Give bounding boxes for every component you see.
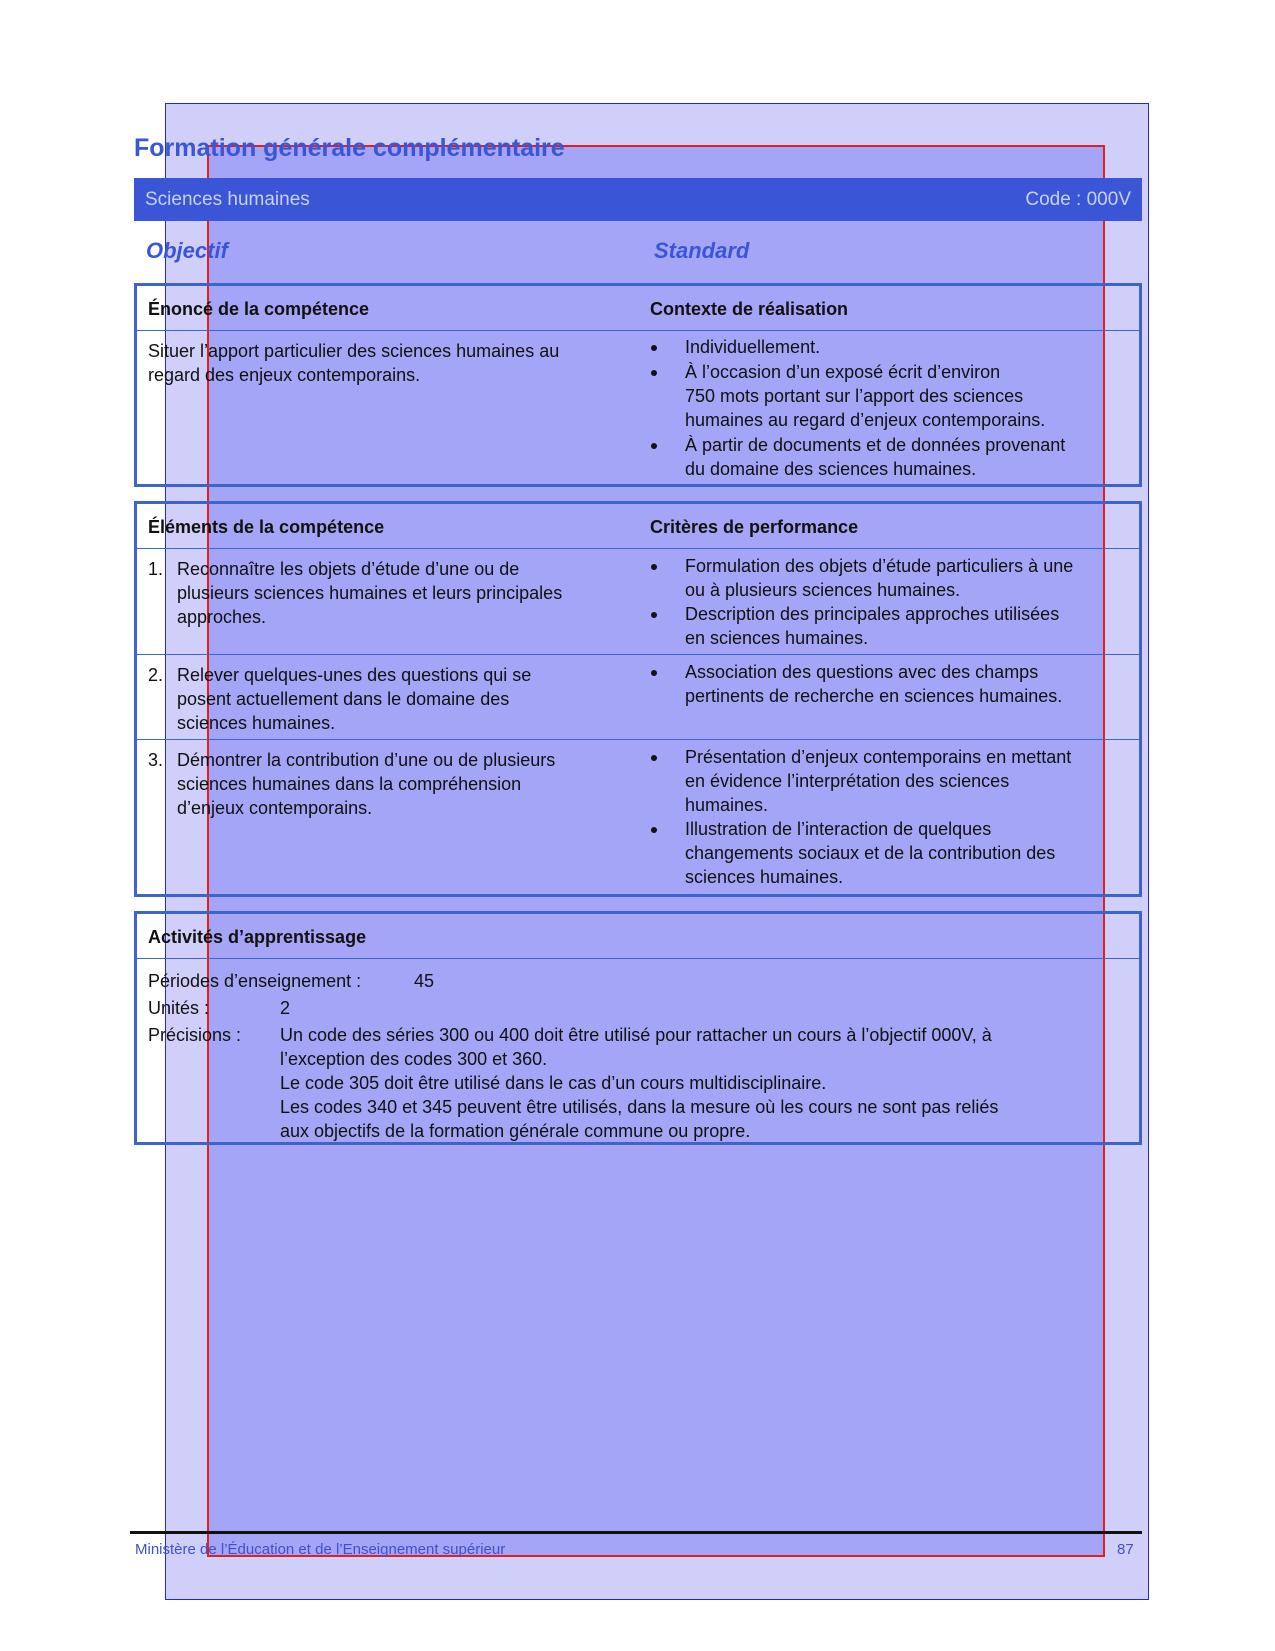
criterion-line: changements sociaux et de la contribution des xyxy=(685,843,1056,863)
criterion-line: Présentation d’enjeux contemporains en mettant xyxy=(685,747,1072,767)
element-line: posent actuellement dans le domaine des xyxy=(177,689,510,709)
elements-box xyxy=(134,501,1142,897)
objective-code: Code : 000V xyxy=(1025,189,1131,210)
competence-statement-heading: Énoncé de la compétence xyxy=(148,299,370,319)
element-line: d’enjeux contemporains. xyxy=(177,798,373,818)
context-item: À partir de documents et de données provenant xyxy=(685,435,1066,455)
standard-heading: Standard xyxy=(654,238,750,263)
activities-heading: Activités d’apprentissage xyxy=(148,927,367,947)
criterion-line: sciences humaines. xyxy=(685,867,844,887)
units-label: Unités : xyxy=(148,998,210,1018)
criterion-line: Illustration de l’interaction de quelques xyxy=(685,819,992,839)
precision-line: aux objectifs de la formation générale commune ou propre. xyxy=(280,1121,751,1141)
precision-line: Le code 305 doit être utilisé dans le cas d’un cours multidisciplinaire. xyxy=(280,1073,827,1093)
competence-box xyxy=(134,283,1142,487)
units-value: 2 xyxy=(280,998,291,1018)
bullet-icon xyxy=(651,827,657,833)
page-number: 87 xyxy=(1117,1541,1134,1558)
criterion-line: pertinents de recherche en sciences humaines. xyxy=(685,686,1063,706)
precision-line: Les codes 340 et 345 peuvent être utilisés, dans la mesure où les cours ne sont pas reliés xyxy=(280,1097,999,1117)
element-line: sciences humaines. xyxy=(177,713,336,733)
bullet-icon xyxy=(651,443,657,449)
precisions-label: Précisions : xyxy=(148,1025,242,1045)
element-line: Reconnaître les objets d’étude d’une ou de xyxy=(177,559,520,579)
competence-statement-line: Situer l’apport particulier des sciences humaines au xyxy=(148,341,560,361)
competence-box-header xyxy=(137,286,1139,331)
criterion-line: en sciences humaines. xyxy=(685,628,869,648)
periods-value: 45 xyxy=(414,971,435,991)
context-item: du domaine des sciences humaines. xyxy=(685,459,977,479)
element-line: Relever quelques-unes des questions qui se xyxy=(177,665,532,685)
criterion-line: Association des questions avec des champs xyxy=(685,662,1039,682)
criterion-line: humaines. xyxy=(685,795,769,815)
competence-row xyxy=(137,331,1139,485)
element-line: Démontrer la contribution d’une ou de plusieurs xyxy=(177,750,556,770)
bullet-icon xyxy=(651,670,657,676)
competence-statement-line: regard des enjeux contemporains. xyxy=(148,365,421,385)
element-number: 2. xyxy=(148,665,164,685)
criterion-line: Description des principales approches utilisées xyxy=(685,604,1060,624)
bullet-icon xyxy=(651,370,657,376)
discipline-name: Sciences humaines xyxy=(145,189,310,210)
criterion-line: Formulation des objets d’étude particuliers à une xyxy=(685,556,1074,576)
bullet-icon xyxy=(651,564,657,570)
activities-box xyxy=(134,911,1142,1145)
element-line: approches. xyxy=(177,607,267,627)
page-title: Formation générale complémentaire xyxy=(134,134,565,162)
criterion-line: ou à plusieurs sciences humaines. xyxy=(685,580,961,600)
element-number: 3. xyxy=(148,750,164,770)
context-item: Individuellement. xyxy=(685,337,821,357)
activities-box-header xyxy=(137,914,1139,959)
criteria-heading: Critères de performance xyxy=(650,517,859,537)
objective-heading: Objectif xyxy=(146,238,228,263)
element-number: 1. xyxy=(148,559,164,579)
context-item: 750 mots portant sur l’apport des sciences xyxy=(685,386,1024,406)
context-heading: Contexte de réalisation xyxy=(650,299,849,319)
bullet-icon xyxy=(651,612,657,618)
elements-heading: Éléments de la compétence xyxy=(148,517,385,537)
discipline-band xyxy=(134,178,1142,221)
element-line: plusieurs sciences humaines et leurs principales xyxy=(177,583,563,603)
elements-box-header xyxy=(137,504,1139,549)
bullet-icon xyxy=(651,755,657,761)
bullet-icon xyxy=(651,345,657,351)
precision-line: l’exception des codes 300 et 360. xyxy=(280,1049,548,1069)
element-row xyxy=(137,654,1139,739)
activities-body xyxy=(137,959,1139,1143)
element-line: sciences humaines dans la compréhension xyxy=(177,774,522,794)
footer-ministry: Ministère de l’Éducation et de l’Enseignement supérieur xyxy=(135,1541,506,1558)
footer-divider xyxy=(130,1531,1142,1534)
periods-label: Périodes d’enseignement : xyxy=(148,971,362,991)
element-row xyxy=(137,549,1139,654)
context-item: humaines au regard d’enjeux contemporains. xyxy=(685,410,1046,430)
context-item: À l’occasion d’un exposé écrit d’environ xyxy=(685,362,1001,382)
element-row xyxy=(137,739,1139,894)
precision-line: Un code des séries 300 ou 400 doit être utilisé pour rattacher un cours à l’objectif 000V, à xyxy=(280,1025,992,1045)
criterion-line: en évidence l’interprétation des sciences xyxy=(685,771,1010,791)
